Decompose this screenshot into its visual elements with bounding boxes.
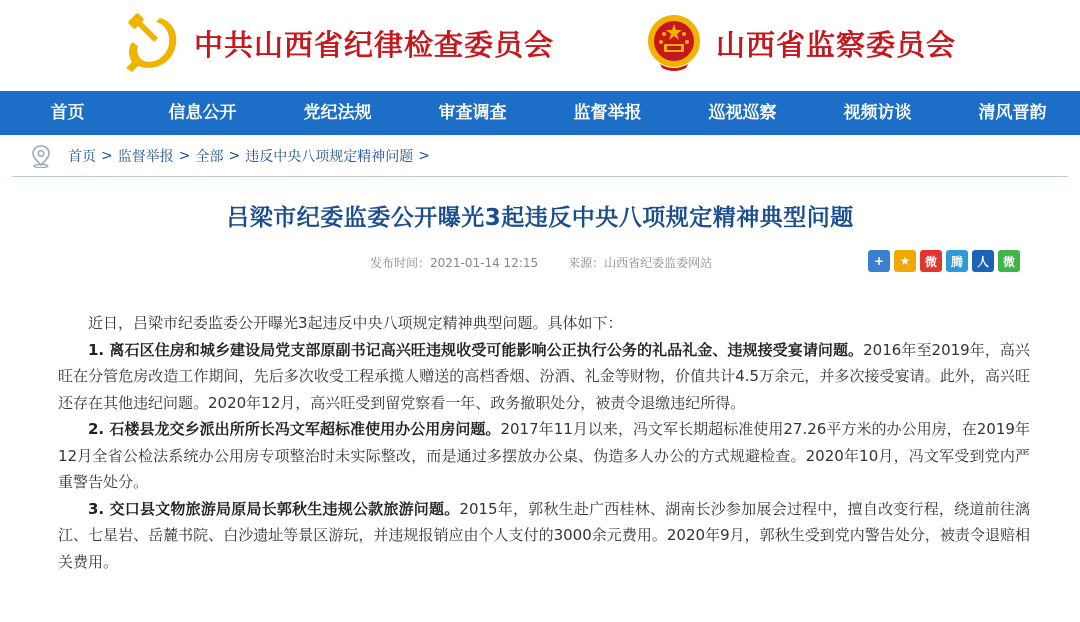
case-paragraph <box>58 416 1030 496</box>
breadcrumb-home[interactable]: 首页 <box>68 148 96 165</box>
case-body: 2017年11月以来，冯文军长期超标准使用27.26平方米的办公用房，在2019年12月全省公检法系统办公用房专项整治时未实际整改，而是通过多摆放办公桌、伪造多人办公的方式规避检查。2020年10月，冯文军受到党内严重警告处分。 <box>58 420 1030 491</box>
renren-icon[interactable]: 人 <box>972 250 994 272</box>
main-nav <box>0 91 1080 135</box>
qzone-star-icon[interactable]: ★ <box>894 250 916 272</box>
weibo-icon[interactable]: 微 <box>920 250 942 272</box>
party-brand[interactable] <box>120 12 554 74</box>
breadcrumb-separator: > <box>101 147 113 164</box>
party-committee-title: 中共山西省纪律检查委员会 <box>194 27 555 62</box>
party-emblem-icon <box>120 12 184 74</box>
nav-item-party-regulations[interactable]: 党纪法规 <box>303 103 372 123</box>
nav-item-info-disclosure[interactable]: 信息公开 <box>168 103 237 123</box>
case-paragraph <box>58 496 1030 576</box>
supervision-brand[interactable] <box>642 12 956 74</box>
case-body: 2015年，郭秋生赴广西桂林、湖南长沙参加展会过程中，擅自改变行程，绕道前往漓江、七星岩、岳麓书院、白沙遗址等景区游玩，并违规报销应由个人支付的3000余元费用。2020年9月，郭秋生受到党内警告处分，被责令退赔相关费用。 <box>58 499 1030 571</box>
nav-item-video-interview[interactable]: 视频访谈 <box>843 103 912 123</box>
breadcrumb <box>12 135 1068 177</box>
share-bar <box>868 250 1020 272</box>
breadcrumb-category[interactable]: 违反中央八项规定精神问题 <box>245 148 414 165</box>
nav-item-home[interactable]: 首页 <box>50 103 85 123</box>
national-emblem-icon <box>642 12 706 74</box>
wechat-icon[interactable]: 微 <box>998 250 1020 272</box>
plus-share-icon[interactable]: + <box>868 250 890 272</box>
nav-item-investigation[interactable]: 审查调查 <box>438 103 507 123</box>
nav-item-qingfeng[interactable]: 清风晋韵 <box>978 103 1047 123</box>
case-body: 2016年至2019年，高兴旺在分管危房改造工作期间，先后多次收受工程承揽人赠送的高档香烟、汾酒、礼金等财物，价值共计4.5万余元，并多次接受宴请。此外，高兴旺还存在其他违纪问题。2020年12月，高兴旺受到留党察看一年、政务撤职处分，被责令退缴违纪所得。 <box>58 340 1030 412</box>
article-meta-text <box>370 254 712 271</box>
breadcrumb-separator: > <box>418 147 430 164</box>
article-title: 吕梁市纪委监委公开曝光3起违反中央八项规定精神典型问题 <box>226 205 854 231</box>
tencent-weibo-icon[interactable]: 腾 <box>946 250 968 272</box>
case-heading: 1. 离石区住房和城乡建设局党支部原副书记高兴旺违规收受可能影响公正执行公务的礼品礼金、违规接受宴请问题。 <box>88 340 864 359</box>
article-content <box>58 310 1030 575</box>
site-header <box>0 0 1080 91</box>
breadcrumb-supervision-report[interactable]: 监督举报 <box>117 148 174 165</box>
nav-item-inspection[interactable]: 巡视巡察 <box>708 103 777 123</box>
case-heading: 3. 交口县文物旅游局原局长郭秋生违规公款旅游问题。 <box>88 499 460 518</box>
breadcrumb-separator: > <box>178 147 191 164</box>
case-paragraph <box>58 337 1030 417</box>
publish-time: 发布时间：2021-01-14 12:15 <box>370 256 539 270</box>
article-source: 来源：山西省纪委监委网站 <box>568 256 713 270</box>
article-meta <box>0 248 1080 278</box>
breadcrumb-separator: > <box>228 147 241 164</box>
article-intro: 近日，吕梁市纪委监委公开曝光3起违反中央八项规定精神典型问题。具体如下： <box>88 314 623 332</box>
supervision-commission-title: 山西省监察委员会 <box>716 27 957 62</box>
location-pin-icon <box>30 144 52 168</box>
nav-item-supervision-report[interactable]: 监督举报 <box>573 103 642 123</box>
case-heading: 2. 石楼县龙交乡派出所所长冯文军超标准使用办公用房问题。 <box>88 420 501 438</box>
breadcrumb-all[interactable]: 全部 <box>195 148 224 165</box>
